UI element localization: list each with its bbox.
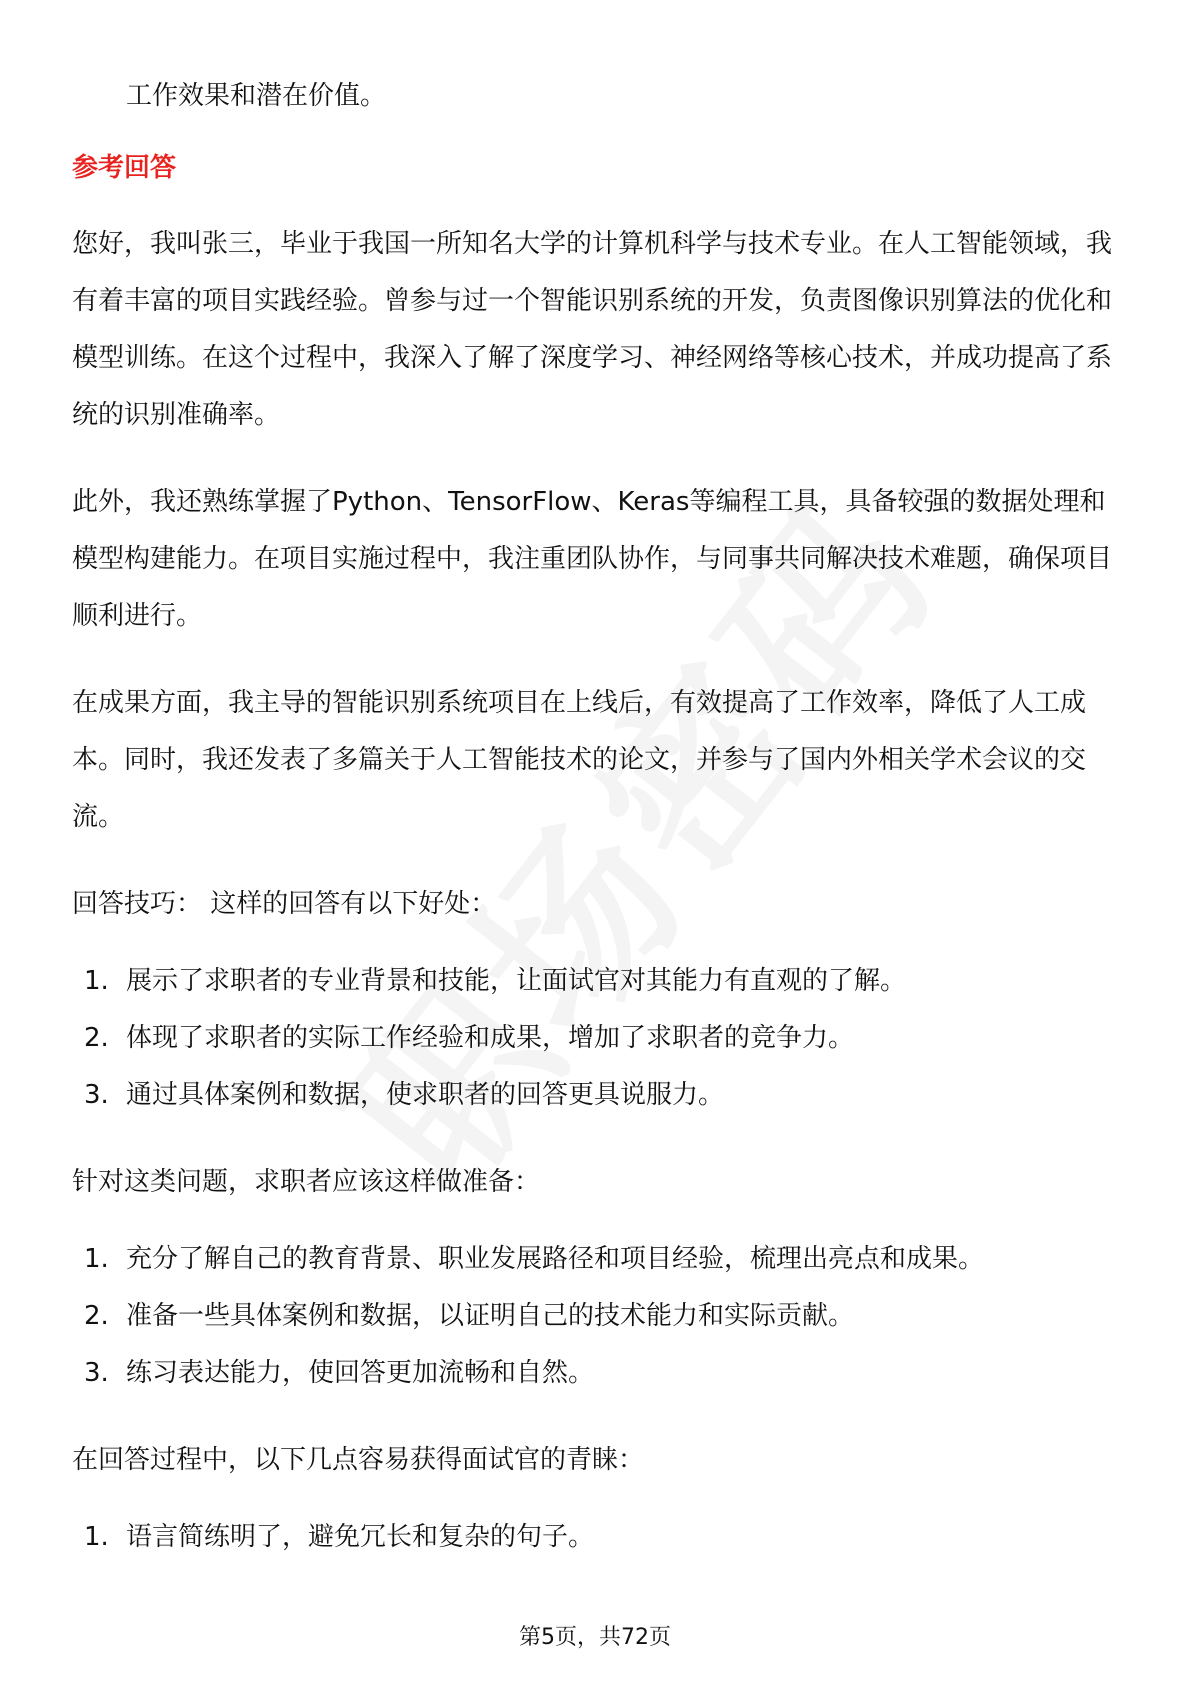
tips-list <box>72 953 1122 1124</box>
favor-intro: 在回答过程中，以下几点容易获得面试官的青睐： <box>72 1445 645 1475</box>
list-item-text: 充分了解自己的教育背景、职业发展路径和项目经验，梳理出亮点和成果。 <box>126 1244 985 1274</box>
answer-paragraph: 您好，我叫张三，毕业于我国一所知名大学的计算机科学与技术专业。在人工智能领域，我有着丰富的项目实践经验。曾参与过一个智能识别系统的开发，负责图像识别算法的优化和模型训练。在这个过程中，我深入了解了深度学习、神经网络等核心技术，并成功提高了系统的识别准确率。 <box>72 229 1113 430</box>
list-item <box>72 1509 1122 1566</box>
list-item-text: 练习表达能力，使回答更加流畅和自然。 <box>126 1358 595 1388</box>
list-item <box>72 1345 1122 1402</box>
section-heading: 参考回答 <box>72 153 177 183</box>
list-item-text: 准备一些具体案例和数据，以证明自己的技术能力和实际贡献。 <box>126 1301 855 1331</box>
list-item <box>72 953 1122 1010</box>
answer-paragraph: 此外，我还熟练掌握了Python、TensorFlow、Keras等编程工具，具备较强的数据处理和模型构建能力。在项目实施过程中，我注重团队协作，与同事共同解决技术难题，确保项目顺利进行。 <box>72 487 1113 631</box>
prepare-intro: 针对这类问题，求职者应该这样做准备： <box>72 1167 541 1197</box>
list-item-text: 语言简练明了，避免冗长和复杂的句子。 <box>126 1522 595 1552</box>
list-item-text: 展示了求职者的专业背景和技能，让面试官对其能力有直观的了解。 <box>126 966 907 996</box>
list-number: 1. <box>84 966 109 996</box>
list-item <box>72 1010 1122 1067</box>
list-number: 3. <box>84 1358 109 1388</box>
list-item <box>72 1288 1122 1345</box>
list-number: 1. <box>84 1244 109 1274</box>
list-number: 2. <box>84 1301 109 1331</box>
tips-intro: 回答技巧： 这样的回答有以下好处： <box>72 889 497 919</box>
list-number: 3. <box>84 1080 109 1110</box>
answer-paragraph: 在成果方面，我主导的智能识别系统项目在上线后，有效提高了工作效率，降低了人工成本。同时，我还发表了多篇关于人工智能技术的论文，并参与了国内外相关学术会议的交流。 <box>72 688 1087 832</box>
page-footer: 第5页，共72页 <box>519 1625 671 1650</box>
list-item <box>72 1067 1122 1124</box>
prepare-list <box>72 1231 1122 1402</box>
favor-list <box>72 1509 1122 1566</box>
list-number: 1. <box>84 1522 109 1552</box>
list-item-text: 体现了求职者的实际工作经验和成果，增加了求职者的竞争力。 <box>126 1023 855 1053</box>
list-item-text: 通过具体案例和数据，使求职者的回答更具说服力。 <box>126 1080 725 1110</box>
page-content <box>72 68 1122 1596</box>
list-item <box>72 1231 1122 1288</box>
continuation-text: 工作效果和潜在价值。 <box>126 81 387 111</box>
list-number: 2. <box>84 1023 109 1053</box>
